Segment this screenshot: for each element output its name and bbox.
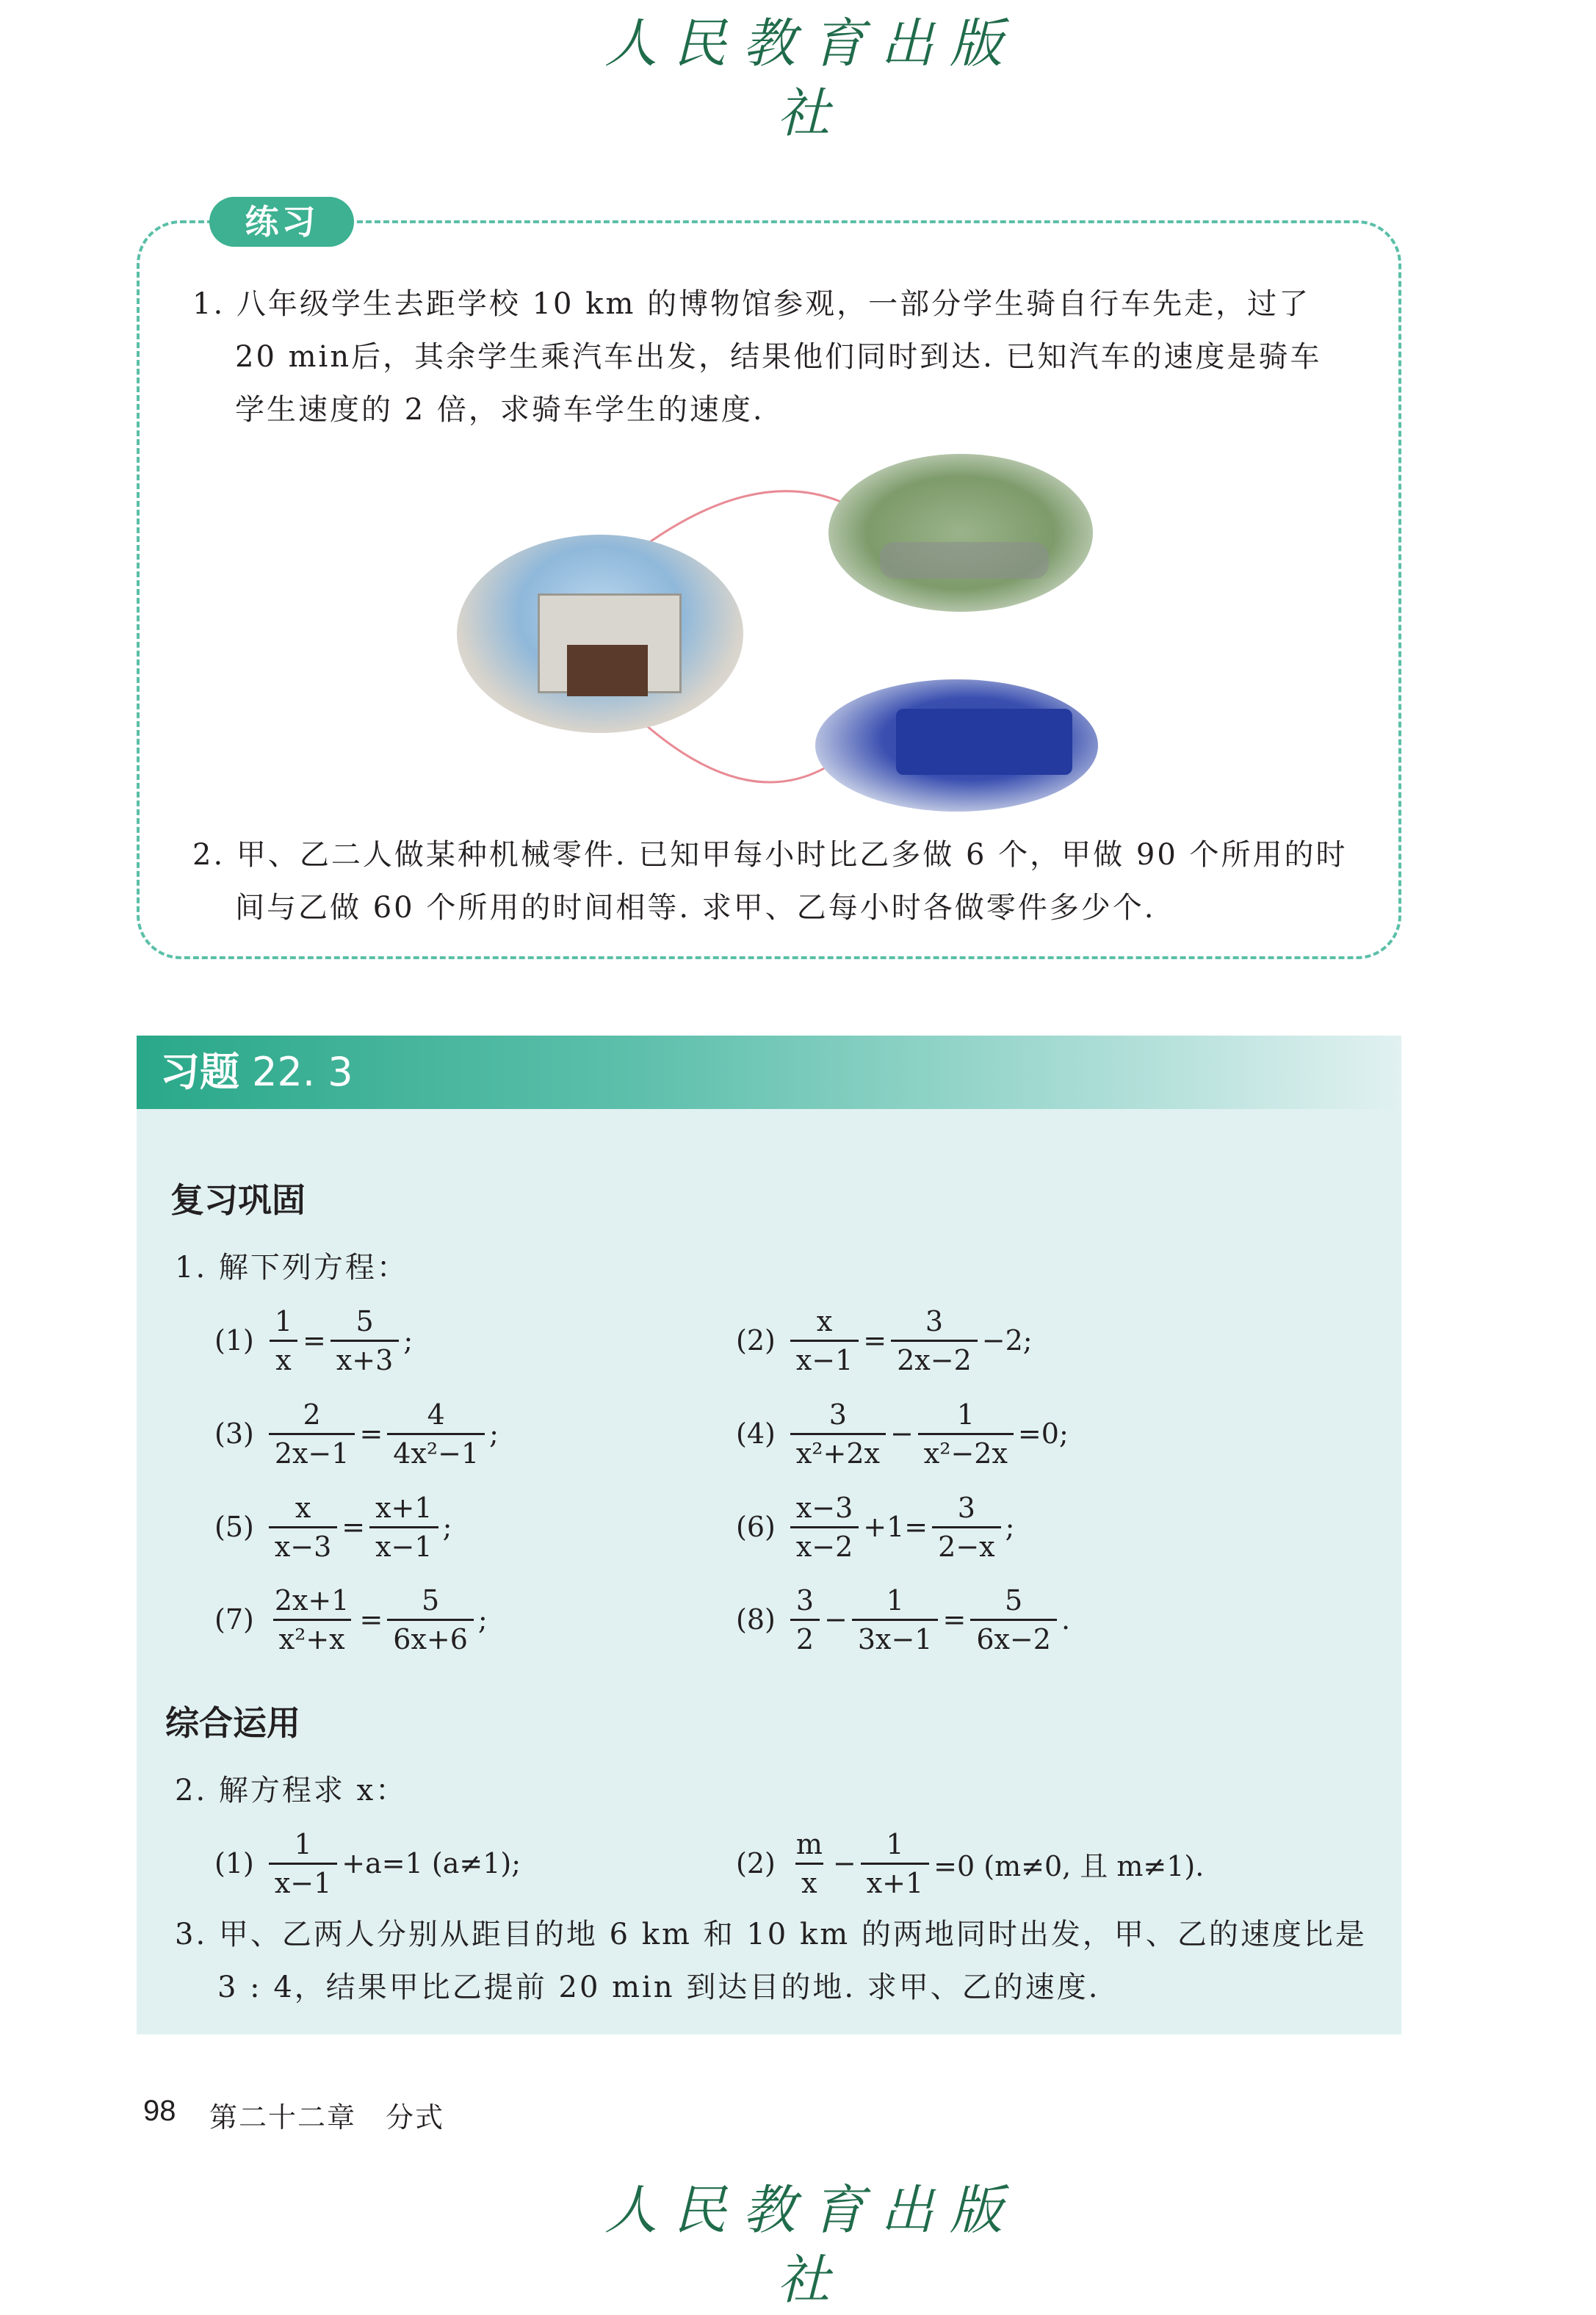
- publisher-logo-bottom: [584, 2175, 1039, 2311]
- publisher-logo-top: [584, 9, 1039, 144]
- exercise-q1-intro: 1. 解下列方程：: [175, 1251, 408, 1285]
- publisher-name-bottom: 人民教育出版社: [604, 2179, 1019, 2311]
- equation-5: (5) $\frac{x}{x-3}$ = $\frac{x+1}{x-1}$ ;: [214, 1487, 452, 1567]
- equation-7: (7) $\frac{2x+1}{\text{x²+x}}$ = $\frac{5}{6x+6}$ ;: [214, 1579, 488, 1660]
- museum-photo: [457, 535, 743, 733]
- equation-6: (6) x−3 x−2 +1= $\frac{3}{2-x}$ ;: [736, 1487, 1014, 1567]
- exercise-q3-line2: 3 : 4，结果甲比乙提前 20 min 到达目的地. 求甲、乙的速度.: [217, 1971, 1100, 2004]
- publisher-name: 人民教育出版社: [604, 12, 1019, 144]
- equation-4: (4) 3 x²+2x − $\frac{1}{\text{x²−2x}}$ =0;: [736, 1393, 1069, 1474]
- equation-q2-2: (2) m x − $\frac{1}{x+1}$ =0 (m≠0, 且 m≠1).: [736, 1823, 1204, 1904]
- chapter-title: 第二十二章 分式: [209, 2101, 445, 2134]
- practice-tab: 练习: [209, 197, 354, 247]
- equation-3: (3) $\frac{2}{2x-1}$ = $\frac{4}{\text{4x²−1}}$ ;: [214, 1393, 499, 1474]
- practice-q2-line1: 2. 甲、乙二人做某种机械零件. 已知甲每小时比乙多做 6 个，甲做 90 个所用的时: [192, 838, 1348, 872]
- section-application: 综合运用: [165, 1703, 300, 1743]
- practice-q2-line2: 间与乙做 60 个所用的时间相等. 求甲、乙每小时各做零件多少个.: [235, 891, 1156, 925]
- equation-1: (1) $\frac{1}{x}$ = $\frac{5}{x+3}$ ;: [214, 1300, 413, 1381]
- road: [880, 542, 1049, 579]
- bus-photo: [815, 679, 1098, 812]
- bus: [896, 709, 1072, 775]
- museum-entrance: [567, 645, 648, 696]
- practice-q1-line2: 20 min后，其余学生乘汽车出发，结果他们同时到达. 已知汽车的速度是骑车: [235, 340, 1322, 374]
- exercise-q3-line1: 3. 甲、乙两人分别从距目的地 6 km 和 10 km 的两地同时出发，甲、乙的速度比是: [175, 1918, 1367, 1951]
- equation-2: (2) $\frac{x}{x-1}$ = $\frac{3}{2x-2}$ −2;: [736, 1300, 1033, 1381]
- exercise-title-number: 22. 3: [252, 1049, 353, 1095]
- cyclists-photo: [828, 454, 1093, 612]
- exercise-q2-intro: 2. 解方程求 x：: [175, 1774, 408, 1807]
- practice-q1-line3: 学生速度的 2 倍，求骑车学生的速度.: [235, 393, 765, 427]
- practice-q1-line1: 1. 八年级学生去距学校 10 km 的博物馆参观，一部分学生骑自行车先走，过了: [192, 287, 1311, 321]
- page-number: 98: [143, 2095, 176, 2127]
- equation-8: (8) 3 2 − $\frac{1}{3x-1}$ = $\frac{5}{6x-2}$ .: [736, 1579, 1070, 1660]
- equation-q2-1: (1) 1 x−1 +a=1 (a≠1);: [214, 1823, 521, 1904]
- section-review: 复习巩固: [170, 1180, 306, 1220]
- exercise-title: [160, 1043, 353, 1102]
- exercise-title-label: 习题: [160, 1049, 239, 1095]
